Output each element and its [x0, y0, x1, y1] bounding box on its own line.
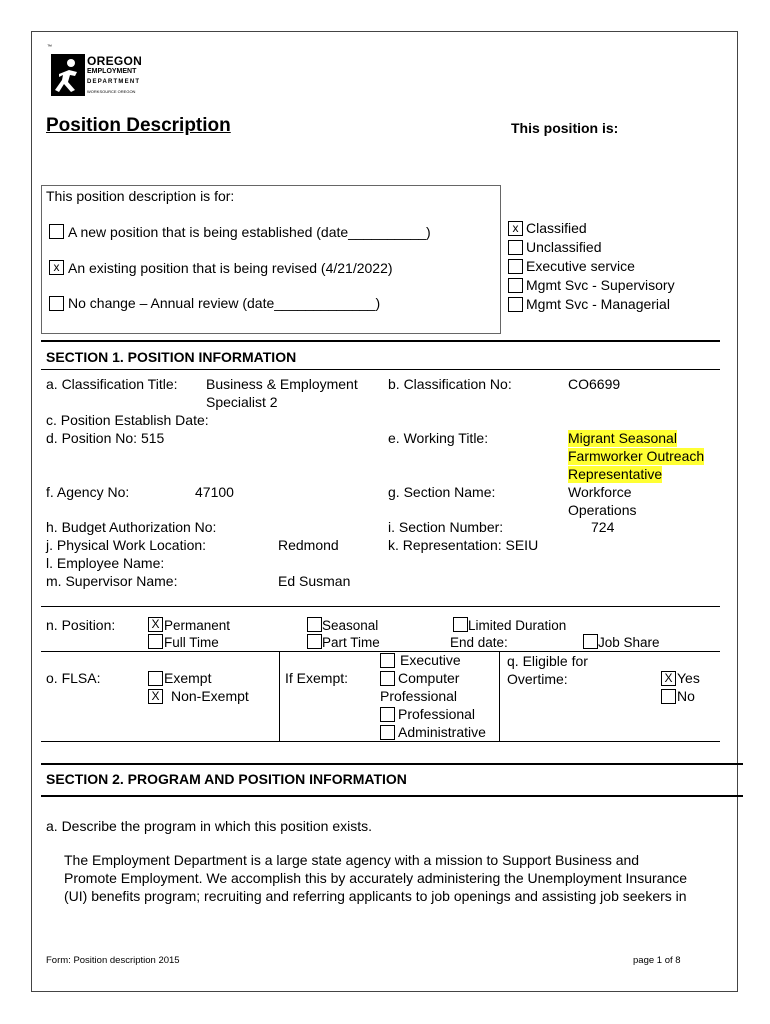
work-location-value: Redmond — [278, 537, 339, 553]
agency-no-label: f. Agency No: — [46, 484, 130, 500]
computer-exempt-checkbox[interactable] — [380, 671, 395, 686]
footer-form-name: Form: Position description 2015 — [46, 955, 180, 966]
existing-position-label: An existing position that is being revised (4/21/2022) — [68, 260, 393, 276]
limited-duration-label: Limited Duration — [468, 618, 567, 633]
section1-bottom-rule — [41, 741, 720, 742]
mgmt-supervisory-label: Mgmt Svc - Supervisory — [526, 277, 675, 293]
classified-checkbox[interactable]: x — [508, 221, 523, 236]
executive-exempt-checkbox[interactable] — [380, 653, 395, 668]
working-title-value-1: Migrant Seasonal — [568, 430, 677, 446]
computer-professional-label: Professional — [380, 688, 458, 704]
trademark-mark: ™ — [47, 44, 52, 50]
logo-employment: EMPLOYMENT — [87, 68, 137, 75]
professional-exempt-label: Professional — [398, 706, 476, 722]
end-date-label: End date: — [450, 635, 508, 650]
unclassified-checkbox[interactable] — [508, 240, 523, 255]
full-time-checkbox[interactable] — [148, 634, 163, 649]
existing-position-checkbox[interactable]: x — [49, 260, 64, 275]
limited-duration-checkbox[interactable] — [453, 617, 468, 632]
mgmt-managerial-checkbox[interactable] — [508, 297, 523, 312]
executive-service-checkbox[interactable] — [508, 259, 523, 274]
section2-top-rule — [41, 763, 743, 765]
page-title: Position Description — [46, 115, 231, 136]
job-share-checkbox[interactable] — [583, 634, 598, 649]
overtime-label-2: Overtime: — [507, 671, 568, 687]
program-question: a. Describe the program in which this position exists. — [46, 818, 373, 834]
if-exempt-label: If Exempt: — [285, 670, 349, 686]
classification-title-value-2: Specialist 2 — [206, 394, 278, 410]
no-change-label: No change – Annual review (date_____________) — [68, 295, 381, 311]
overtime-yes-checkbox[interactable]: X — [661, 671, 676, 686]
position-type-label: n. Position: — [46, 617, 116, 633]
working-title-label: e. Working Title: — [388, 430, 489, 446]
job-share-label: Job Share — [598, 635, 660, 650]
part-time-checkbox[interactable] — [307, 634, 322, 649]
no-change-checkbox[interactable] — [49, 296, 64, 311]
permanent-label: Permanent — [164, 618, 231, 633]
work-location-label: j. Physical Work Location: — [46, 537, 207, 553]
full-time-label: Full Time — [164, 635, 219, 650]
representation-label: k. Representation: SEIU — [388, 537, 539, 553]
classification-no-label: b. Classification No: — [388, 376, 512, 392]
non-exempt-label: Non-Exempt — [171, 688, 249, 704]
classified-label: Classified — [526, 220, 587, 236]
exempt-label: Exempt — [164, 670, 212, 686]
section-name-label: g. Section Name: — [388, 484, 496, 500]
unclassified-label: Unclassified — [526, 239, 602, 255]
overtime-yes-label: Yes — [677, 670, 700, 686]
overtime-divider — [499, 651, 500, 741]
section2-heading-rule — [41, 795, 743, 797]
program-paragraph-line-1: The Employment Department is a large state agency with a mission to Support Business and — [64, 852, 640, 868]
computer-exempt-label: Computer — [398, 670, 460, 686]
position-row-rule — [41, 606, 720, 607]
part-time-label: Part Time — [322, 635, 380, 650]
section-number-value: 724 — [591, 519, 615, 535]
seasonal-label: Seasonal — [322, 618, 379, 633]
establish-date-label: c. Position Establish Date: — [46, 412, 209, 428]
overtime-no-checkbox[interactable] — [661, 689, 676, 704]
agency-no-value: 47100 — [195, 484, 234, 500]
administrative-exempt-checkbox[interactable] — [380, 725, 395, 740]
working-title-value-3: Representative — [568, 466, 663, 482]
logo-tagline: WORKSOURCE OREGON — [87, 89, 136, 94]
classification-title-value-1: Business & Employment — [206, 376, 358, 392]
position-is-label: This position is: — [511, 120, 619, 136]
logo-oregon: OREGON — [87, 54, 143, 68]
exempt-checkbox[interactable] — [148, 671, 163, 686]
section-name-value-1: Workforce — [568, 484, 632, 500]
non-exempt-checkbox[interactable]: X — [148, 689, 163, 704]
purpose-heading: This position description is for: — [46, 188, 235, 204]
flsa-divider — [279, 651, 280, 741]
logo-department: DEPARTMENT — [87, 79, 141, 85]
overtime-no-label: No — [677, 688, 695, 704]
executive-exempt-label: Executive — [400, 652, 461, 668]
section-name-value-2: Operations — [568, 502, 637, 518]
budget-auth-label: h. Budget Authorization No: — [46, 519, 217, 535]
footer-page-number: page 1 of 8 — [633, 955, 681, 966]
new-position-label: A new position that is being established (date__________) — [68, 224, 431, 240]
mgmt-supervisory-checkbox[interactable] — [508, 278, 523, 293]
program-paragraph-line-2: Promote Employment. We accomplish this by accurately administering the Unemployment Insurance — [64, 870, 688, 886]
classification-title-label: a. Classification Title: — [46, 376, 178, 392]
oregon-employment-logo-icon — [51, 54, 85, 96]
professional-exempt-checkbox[interactable] — [380, 707, 395, 722]
section1-top-rule — [41, 340, 720, 342]
flsa-label: o. FLSA: — [46, 670, 101, 686]
permanent-checkbox[interactable]: X — [148, 617, 163, 632]
supervisor-name-label: m. Supervisor Name: — [46, 573, 178, 589]
section-number-label: i. Section Number: — [388, 519, 504, 535]
supervisor-name-value: Ed Susman — [278, 573, 351, 589]
working-title-value-2: Farmworker Outreach — [568, 448, 705, 464]
flsa-row-rule — [41, 651, 720, 652]
mgmt-managerial-label: Mgmt Svc - Managerial — [526, 296, 670, 312]
section1-heading: SECTION 1. POSITION INFORMATION — [46, 349, 297, 365]
seasonal-checkbox[interactable] — [307, 617, 322, 632]
section2-heading: SECTION 2. PROGRAM AND POSITION INFORMATION — [46, 771, 407, 787]
overtime-label-1: q. Eligible for — [507, 653, 588, 669]
classification-no-value: CO6699 — [568, 376, 621, 392]
executive-service-label: Executive service — [526, 258, 635, 274]
position-no-label: d. Position No: 515 — [46, 430, 165, 446]
new-position-checkbox[interactable] — [49, 224, 64, 239]
program-paragraph-line-3: (UI) benefits program; recruiting and referring applicants to job openings and assisting job seekers in — [64, 888, 687, 904]
section1-heading-rule — [41, 369, 720, 370]
administrative-exempt-label: Administrative — [398, 724, 486, 740]
employee-name-label: l. Employee Name: — [46, 555, 165, 571]
